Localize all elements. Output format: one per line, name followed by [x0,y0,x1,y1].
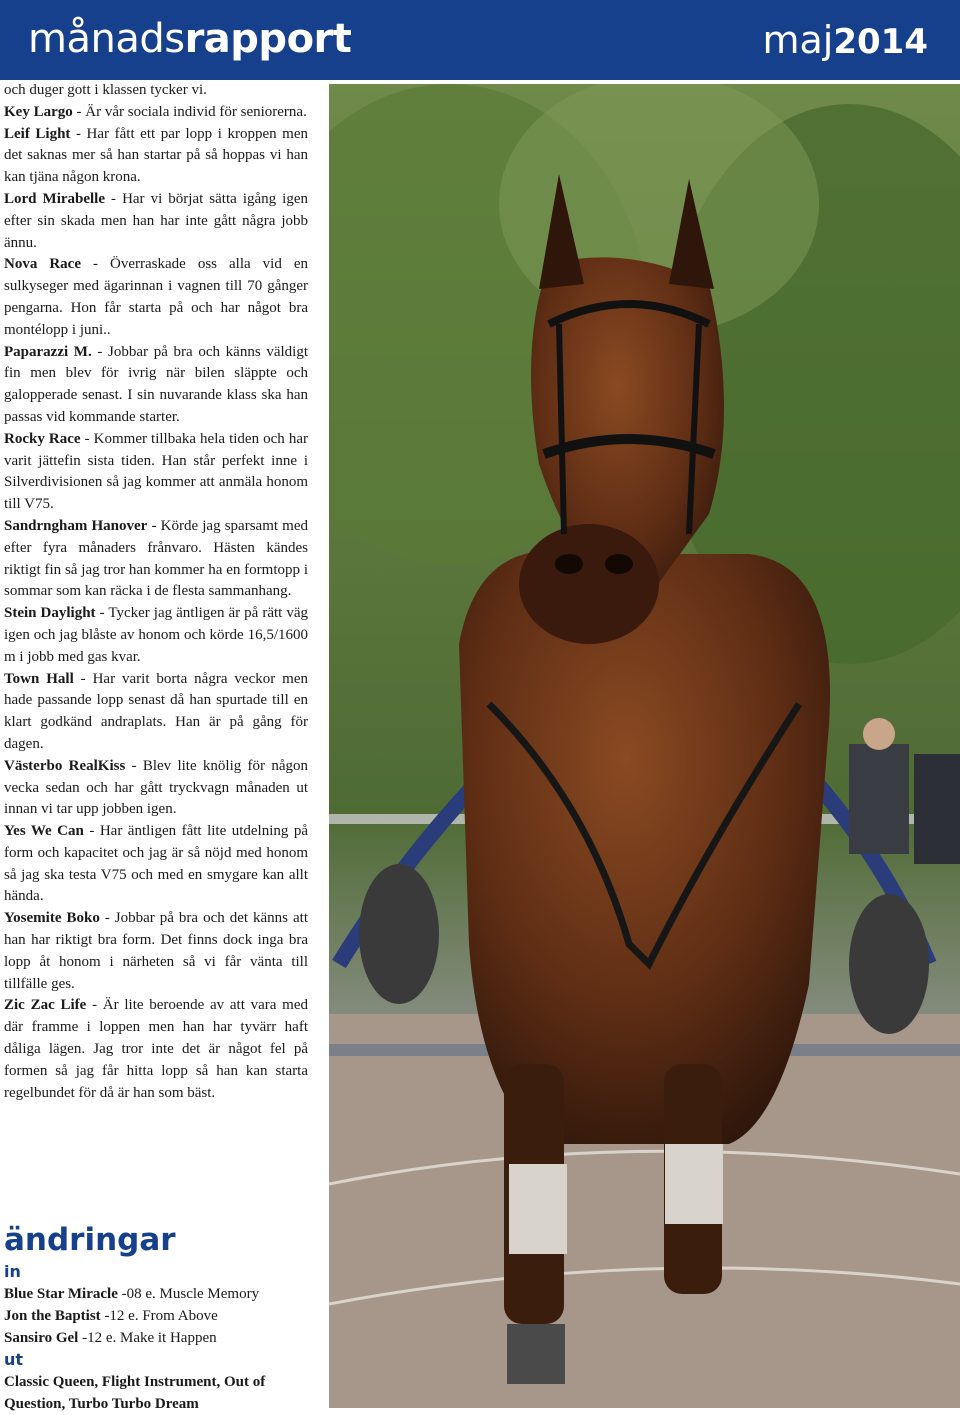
report-entry [4,80,308,102]
changes-section [4,1220,308,1415]
report-entry [4,429,308,516]
horse-photo-illustration [329,84,960,1408]
in-horse-detail: -08 e. Muscle Memory [117,1286,260,1302]
in-entry [4,1283,308,1305]
out-horses: Classic Queen, Flight Instrument, Out of Question, Turbo Turbo Dream [4,1374,266,1412]
issue-date [762,14,928,68]
horse-name: Lord Mirabelle [4,190,106,207]
horse-name: Västerbo RealKiss [4,757,126,774]
entry-text: - Blev lite knölig för någon vecka sedan och har gått tryckvagn månaden ut innan vi tar upp jobben igen. [4,757,308,818]
entry-text: - Har varit borta några veckor men hade passande lopp senast då han spurtade till en klart godkänd andraplats. Han är på gång för dagen. [4,670,308,752]
report-entry [4,102,308,124]
horse-name: Town Hall [4,670,74,687]
in-list [4,1283,308,1349]
report-entry [4,908,308,995]
in-horse-detail: -12 e. Make it Happen [78,1330,217,1346]
in-horse-detail: -12 e. From Above [100,1308,218,1324]
in-horse-name: Jon the Baptist [4,1308,101,1324]
horse-name: Yosemite Boko [4,910,100,927]
horse-name: Sandrngham Hanover [4,517,148,534]
in-entry [4,1305,308,1327]
issue-month: maj [762,18,834,62]
trotting-horse-photo [329,84,960,1408]
entry-text: - Är vår sociala individ för seniorerna. [72,103,307,120]
publication-title [28,12,351,66]
report-entry [4,124,308,189]
report-entry [4,189,308,254]
in-label: in [4,1262,21,1281]
horse-name: Stein Daylight [4,605,96,622]
horse-name: Yes We Can [4,823,84,840]
entry-text: - Körde jag sparsamt med efter fyra månaders frånvaro. Hästen kändes riktigt fin så jag tror han kommer ha en formtopp i sommar som kan räcka i de flesta sammanhang. [4,517,308,600]
horse-name: Key Largo [4,103,73,120]
report-entry [4,342,308,429]
horse-name: Paparazzi M. [4,343,92,360]
horse-name: Leif Light [4,125,71,142]
issue-year: 2014 [833,22,928,62]
entry-text: - Tycker jag äntligen är på rätt väg igen och jag blåste av honom och körde 16,5/1600 m i jobb med gas kvar. [4,605,309,665]
report-entry [4,756,308,821]
title-bold: rapport [184,16,352,62]
horse-name: Nova Race [4,256,81,273]
entry-text: - Har äntligen fått lite utdelning på form och kapacitet och jag är så nöjd med honom så jag ska testa V75 och med en smygare kan allt hända. [4,823,309,905]
entry-text: - Jobbar på bra och känns väldigt fin men blev för ivrig när bilen släppte och galopperade senast. I sin nuvarande klass ska han passas vid kommande starter. [4,343,309,425]
title-light: månads [28,16,185,62]
horse-report-column [4,80,308,1104]
changes-heading: ändringar [4,1222,176,1258]
report-entry [4,669,308,756]
report-entry [4,516,308,603]
entry-text: och duger gott i klassen tycker vi. [4,82,207,98]
horse-name: Zic Zac Life [4,997,87,1014]
entry-text: - Är lite beroende av att vara med där framme i loppen men han har tyvärr haft dåliga lägen. Jag tror inte det är något fel på formen så jag får hitta lopp så han kan starta regelbundet för då är han som bäst. [4,997,308,1101]
entry-text: - Har vi börjat sätta igång igen efter sin skada men han har inte gått några jobb ännu. [4,190,308,251]
entry-text: - Har fått ett par lopp i kroppen men det saknas mer så han startar på så hoppas vi han kan tjäna någon krona. [4,125,308,186]
entry-text: - Överraskade oss alla vid en sulkyseger med ägarinnan i vagnen till 70 gånger pengarna. Hon får starta på och har något bra montélopp i juni.. [4,256,309,338]
out-list [4,1371,308,1415]
page-header [0,0,960,80]
horse-name: Rocky Race [4,430,81,447]
entry-text: - Kommer tillbaka hela tiden och har varit jättefin sista tiden. Han står perfekt inne i Silverdivisionen så jag kommer att anmäla honom till V75. [4,430,309,513]
report-entry [4,254,308,341]
in-entry [4,1327,308,1349]
in-horse-name: Sansiro Gel [4,1330,79,1346]
report-entry [4,603,308,668]
out-label: ut [4,1350,24,1369]
in-horse-name: Blue Star Miracle [4,1286,118,1302]
report-entry [4,821,308,908]
entry-text: - Jobbar på bra och det känns att han har riktigt bra form. Det finns dock inga bra lopp åt honom i närheten så vi får vänta till tillfälle ges. [4,910,308,992]
report-entry [4,995,308,1104]
